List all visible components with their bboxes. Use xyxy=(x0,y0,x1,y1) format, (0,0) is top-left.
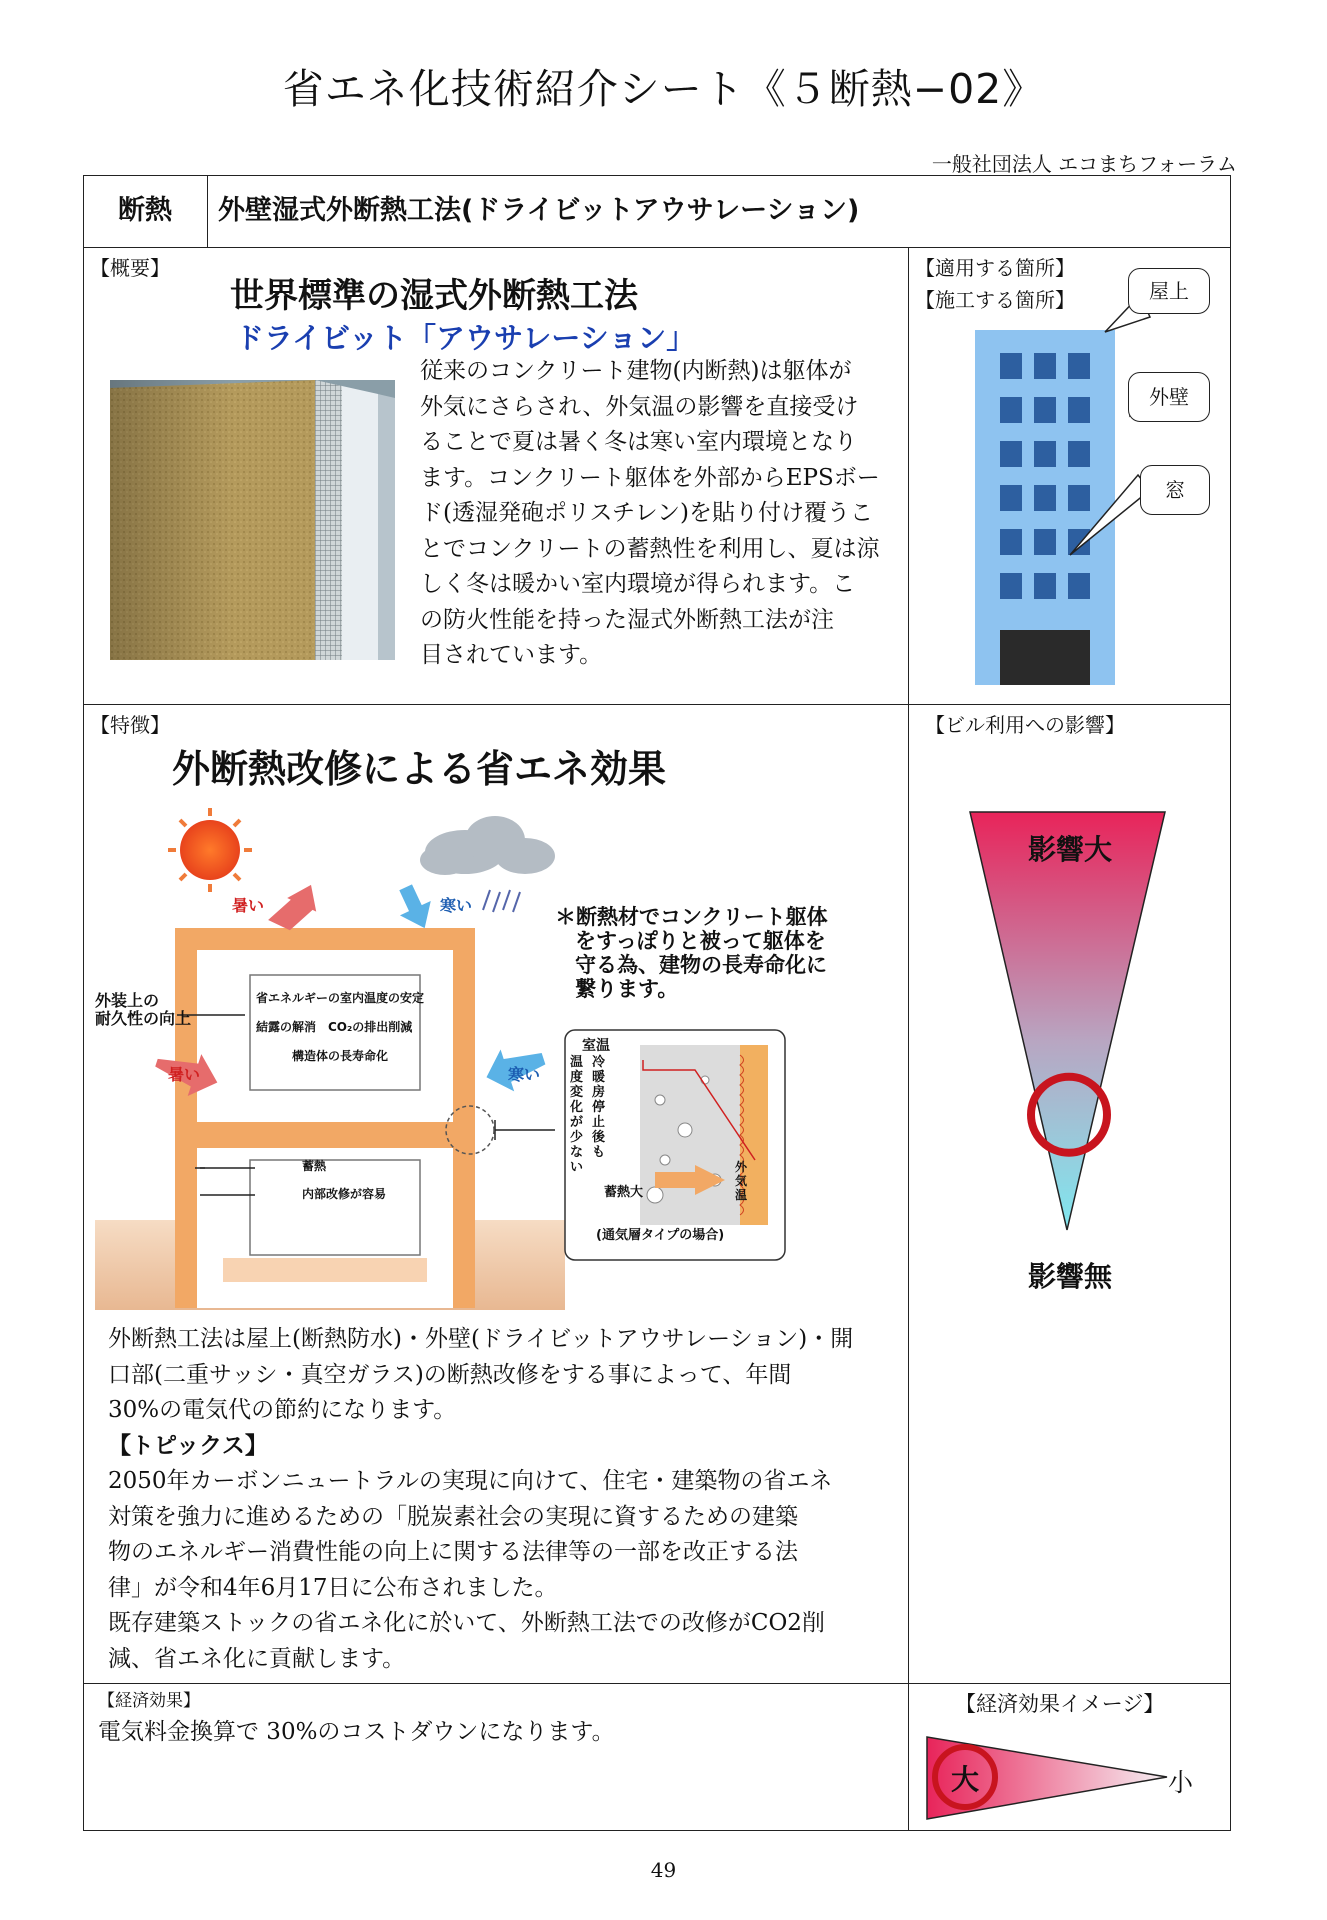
economic-image-label: 【経済効果イメージ】 xyxy=(955,1692,1165,1716)
features-divider xyxy=(83,1683,1230,1684)
features-heading: 外断熱改修による省エネ効果 xyxy=(172,747,667,791)
overview-text: 従来のコンクリート建物(内断熱)は躯体が 外気にさらされ、外気温の影響を直接受け ることで夏は暑く冬は寒い室内環境となり ます。コンクリート躯体を外部からEPSボー ド(透湿発砲ポリスチレン)を貼り付け覆うこ とでコンクリートの蓄熱性を利用し、夏は涼 しく冬は暖かい室内環境が得られます。こ の防火性能を持った湿式外断熱工法が注 目されています。 xyxy=(420,358,880,668)
callout-roof: 屋上 xyxy=(1128,268,1210,314)
sun-icon xyxy=(168,808,252,892)
economic-big-label: 大 xyxy=(950,1763,979,1796)
hot-left-label: 暑い xyxy=(168,1065,201,1084)
cold-top-label: 寒い xyxy=(440,896,473,915)
benefits-box: 省エネルギーの室内温度の安定 結露の解消 CO₂の排出削減 構造体の長寿命化 xyxy=(256,991,425,1063)
page-title: 省エネ化技術紹介シート《５断熱−02》 xyxy=(282,65,1045,113)
inset-heat-label: 冷暖房停止後も xyxy=(592,1055,606,1160)
application-label-1: 【適用する箇所】 xyxy=(915,256,1075,280)
energy-saving-diagram xyxy=(95,800,895,1310)
inset-outside-label: 外気温 xyxy=(735,1160,748,1202)
inset-room-label: 室温 xyxy=(582,1038,610,1054)
heat-storage-box: 蓄熱 内部改修が容易 xyxy=(302,1159,387,1201)
method-title: 外壁湿式外断熱工法(ドライビットアウサレーション) xyxy=(218,195,860,226)
hot-top-label: 暑い xyxy=(232,896,265,915)
cloud-icon xyxy=(420,816,555,875)
economic-label: 【経済効果】 xyxy=(98,1691,200,1711)
overview-heading: 世界標準の湿式外断熱工法 xyxy=(230,276,638,316)
callout-window: 窓 xyxy=(1140,465,1210,515)
overview-divider xyxy=(83,704,1230,705)
insulation-photo xyxy=(110,380,395,660)
features-label: 【特徴】 xyxy=(90,713,170,737)
impact-high-label: 影響大 xyxy=(1027,833,1112,866)
impact-none-label: 影響無 xyxy=(1027,1260,1112,1293)
impact-triangle xyxy=(965,810,1175,1240)
cold-right-label: 寒い xyxy=(508,1065,541,1084)
category-label: 断熱 xyxy=(118,195,172,226)
inset-change-label: 温度変化が少ない xyxy=(570,1055,584,1175)
header-divider xyxy=(83,247,1230,248)
features-text: 外断熱工法は屋上(断熱防水)・外壁(ドライビットアウサレーション)・開 口部(二重サッシ・真空ガラス)の断熱改修をする事によって、年間 30%の電気代の節約になります。 【トピックス】 2050年カーボンニュートラルの実現に向けて、住宅・建築物の省エネ 対策を強力に進めるための「脱炭素社会の実現に資するための建築 物のエネルギー消費性能の向上に関する法律等の一部を改正する法 律」が令和4年6月17日に公布されました。 既存建築ストックの省エネ化に於いて、外断熱工法での改修がCO2削 減、省エネ化に貢献します。 xyxy=(108,1326,854,1672)
durability-label: 外装上の 耐久性の向上 xyxy=(95,991,192,1028)
economic-small-label: 小 xyxy=(1168,1768,1194,1797)
inset-caption: (通気層タイプの場合) xyxy=(596,1228,725,1243)
page-number: 49 xyxy=(650,1858,677,1882)
inset-store-label: 蓄熱大 xyxy=(604,1185,644,1200)
overview-label: 【概要】 xyxy=(90,256,170,280)
economic-text: 電気料金換算で 30%のコストダウンになります。 xyxy=(98,1719,615,1745)
header-col-divider xyxy=(207,175,208,247)
organization: 一般社団法人 エコまちフォーラム xyxy=(931,152,1237,176)
right-col-divider xyxy=(908,247,909,1830)
overview-subheading: ドライビット「アウサレーション」 xyxy=(235,321,696,355)
impact-label: 【ビル利用への影響】 xyxy=(925,713,1125,737)
application-label-2: 【施工する箇所】 xyxy=(915,288,1075,312)
diagram-note: ＊断熱材でコンクリート躯体 をすっぽりと被って躯体を 守る為、建物の長寿命化に 繋ります。 xyxy=(555,905,828,1001)
callout-wall: 外壁 xyxy=(1128,372,1210,422)
